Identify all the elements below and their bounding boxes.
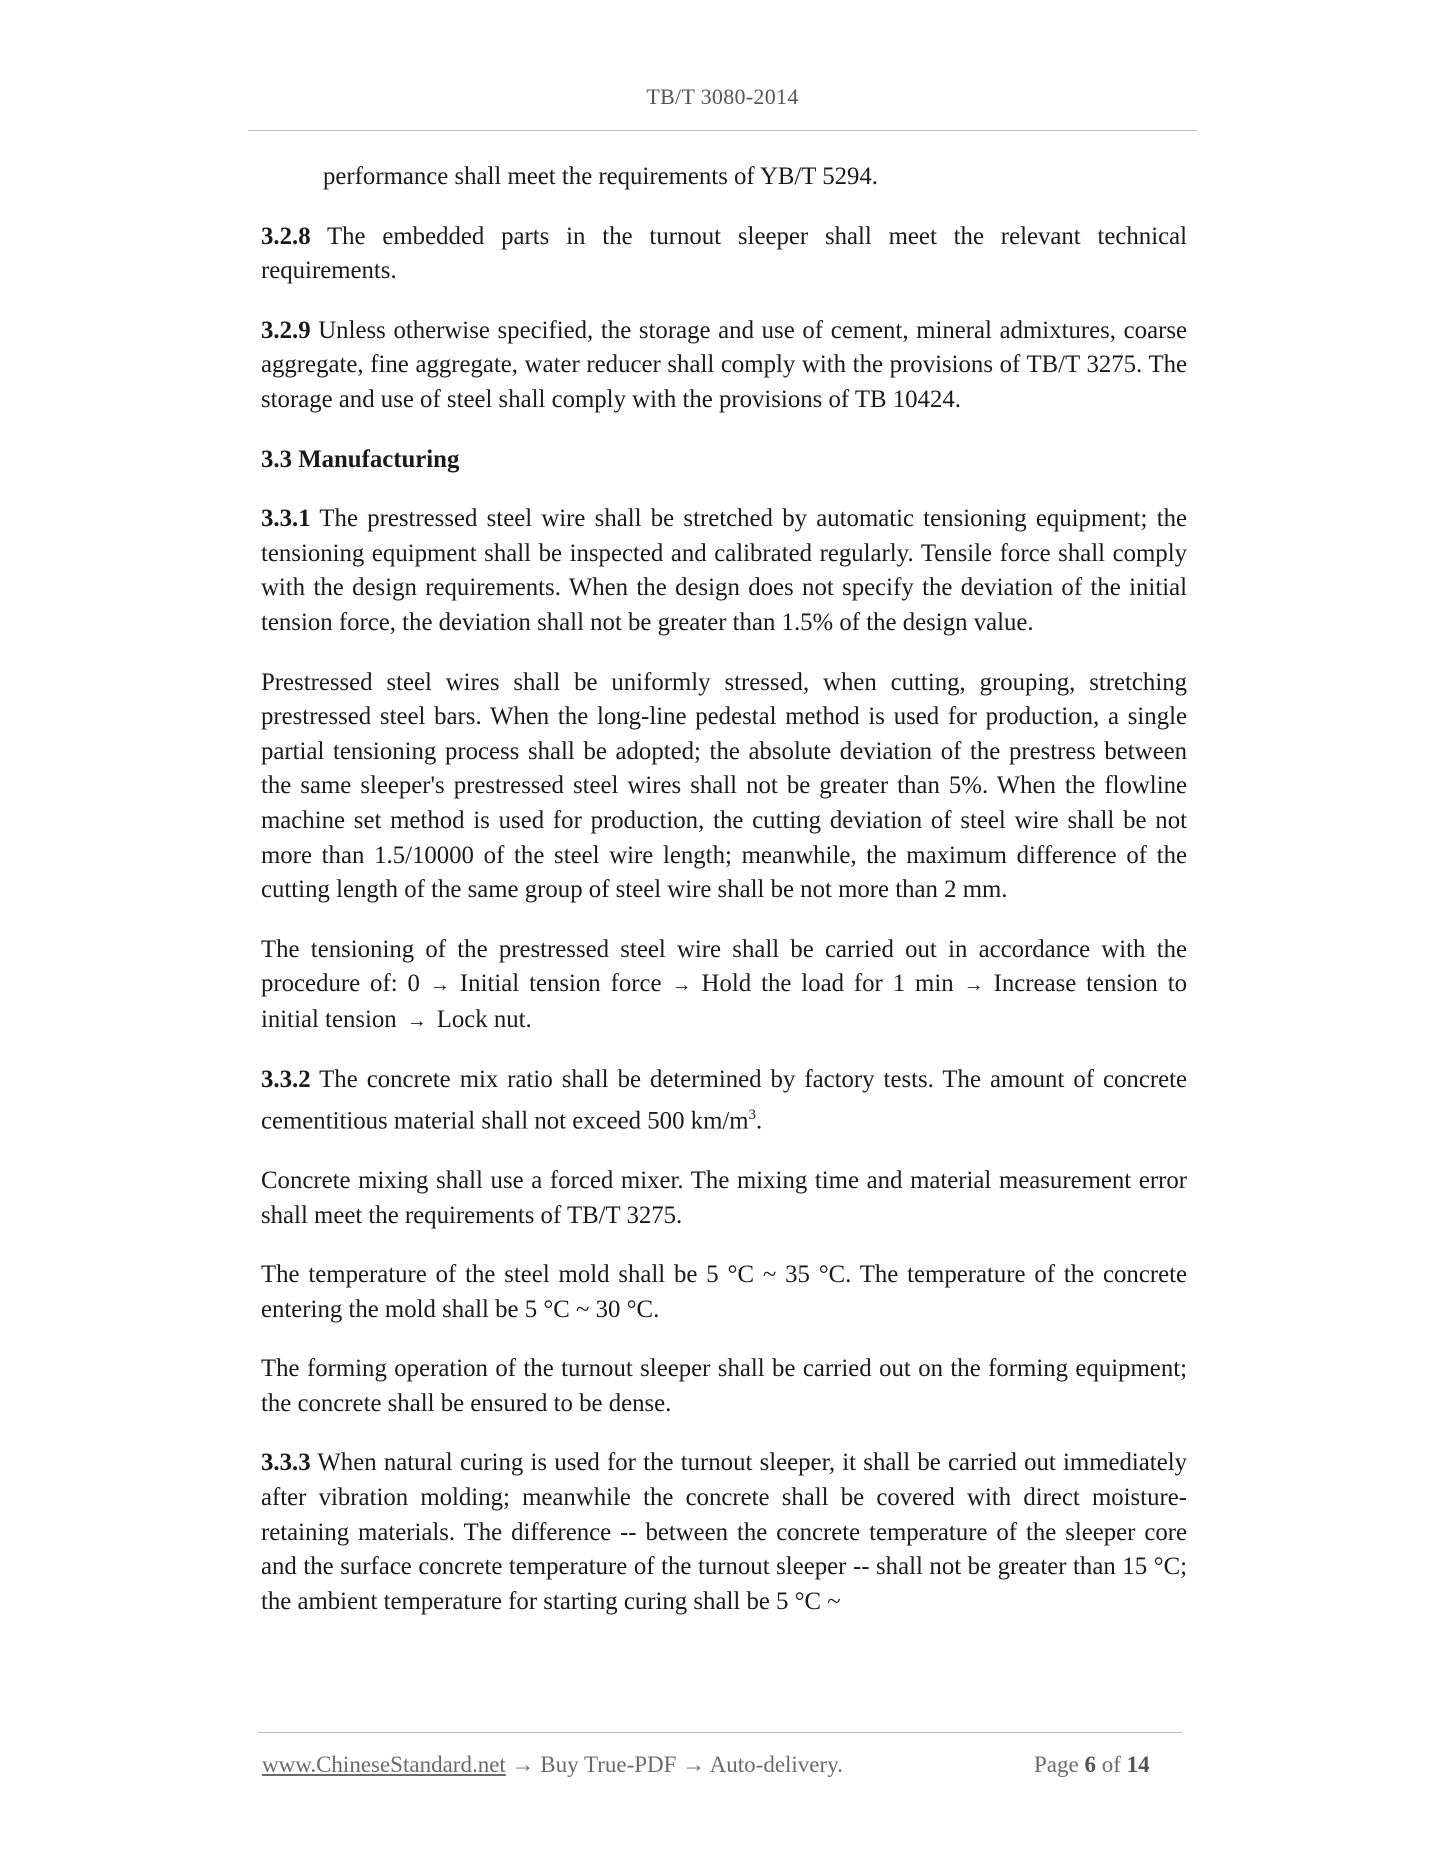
paragraph-prestress-uniformity: Prestressed steel wires shall be uniformly stressed, when cutting, grouping, stretching prestressed steel bars. When the long-line pedestal method is used for production, a single partial tensioning process shall be adopted; the absolute deviation of the prestress between the same sleeper's prestressed steel wires shall not be greater than 5%. When the flowline machine set method is used for production, the cutting deviation of steel wire shall be not more than 1.5/10000 of the steel wire length; meanwhile, the maximum difference of the cutting length of the same group of steel wire shall be not more than 2 mm. [261, 668, 1187, 904]
paragraph-mold-temperature: The temperature of the steel mold shall be 5 °C ~ 35 °C. The temperature of the concrete entering the mold shall be 5 °C ~ 30 °C. [261, 1261, 1187, 1323]
clause-text: The embedded parts in the turnout sleeper shall meet the relevant technical requirements. [261, 222, 1187, 285]
arrow-right-icon: → [406, 1009, 427, 1032]
paragraph-continuation: performance shall meet the requirements of YB/T 5294. [323, 163, 878, 190]
clause-text: The concrete mix ratio shall be determined by factory tests. The amount of concrete cementitious material shall not exceed 500 km/m [261, 1066, 1187, 1135]
page-indicator [1034, 1752, 1150, 1778]
current-page: 6 [1084, 1752, 1096, 1777]
superscript: 3 [748, 1107, 757, 1124]
footer-promo [262, 1752, 843, 1778]
arrow-right-icon: → [429, 974, 450, 997]
clause-number: 3.3.2 [261, 1066, 311, 1094]
page-label: Page [1034, 1752, 1079, 1777]
site-link[interactable]: www.ChineseStandard.net [262, 1752, 506, 1777]
header-divider [248, 130, 1197, 131]
document-body [261, 160, 1187, 1644]
clause-number: 3.3.3 [261, 1449, 311, 1477]
procedure-intro: The tensioning of the prestressed steel wire shall be carried out in accordance with the procedure of: 0 [261, 935, 1187, 998]
clause-3-3-1 [261, 502, 1187, 640]
clause-number: 3.2.9 [261, 316, 311, 344]
clause-number: 3.3.1 [261, 505, 311, 533]
clause-3-3-3 [261, 1446, 1187, 1619]
procedure-step: Hold the load for 1 min [701, 970, 954, 998]
document-code-header: TB/T 3080-2014 [646, 84, 799, 109]
clause-text: The prestressed steel wire shall be stretched by automatic tensioning equipment; the tensioning equipment shall be inspected and calibrated regularly. Tensile force shall comply with the design requirements. When the design does not specify the deviation of the initial tension force, the deviation shall not be greater than 1.5% of the design value. [261, 505, 1187, 636]
procedure-step: Initial tension force [459, 970, 662, 998]
paragraph-forming-operation: The forming operation of the turnout sleeper shall be carried out on the forming equipment; the concrete shall be ensured to be dense. [261, 1355, 1187, 1417]
clause-text: Unless otherwise specified, the storage and use of cement, mineral admixtures, coarse aggregate, fine aggregate, water reducer shall comply with the provisions of TB/T 3275. The storage and use of steel shall comply with the provisions of TB 10424. [261, 316, 1187, 413]
procedure-step: Increase tension to initial tension [261, 970, 1187, 1033]
section-heading-manufacturing: 3.3 Manufacturing [261, 445, 460, 473]
clause-text-end: . [756, 1107, 763, 1135]
clause-3-3-2 [261, 1063, 1187, 1138]
of-label: of [1101, 1752, 1121, 1777]
footer-divider [258, 1732, 1182, 1733]
paragraph-concrete-mixing: Concrete mixing shall use a forced mixer. The mixing time and material measurement error shall meet the requirements of TB/T 3275. [261, 1166, 1187, 1229]
clause-number: 3.2.8 [261, 222, 311, 250]
clause-3-2-9 [261, 314, 1187, 418]
arrow-right-icon: → [963, 974, 984, 997]
procedure-step: Lock nut. [436, 1005, 532, 1033]
clause-3-2-8 [261, 220, 1187, 289]
paragraph-tensioning-procedure [261, 933, 1187, 1039]
footer-promo-text: → Buy True-PDF → Auto-delivery. [505, 1752, 843, 1777]
clause-text: When natural curing is used for the turnout sleeper, it shall be carried out immediately after vibration molding; meanwhile the concrete shall be covered with direct moisture-retaining materials. The difference -- between the concrete temperature of the sleeper core and the surface concrete temperature of the turnout sleeper -- shall not be greater than 15 °C; the ambient temperature for starting curing shall be 5 °C ~ [261, 1449, 1187, 1615]
total-pages: 14 [1126, 1752, 1150, 1777]
arrow-right-icon: → [671, 974, 692, 997]
